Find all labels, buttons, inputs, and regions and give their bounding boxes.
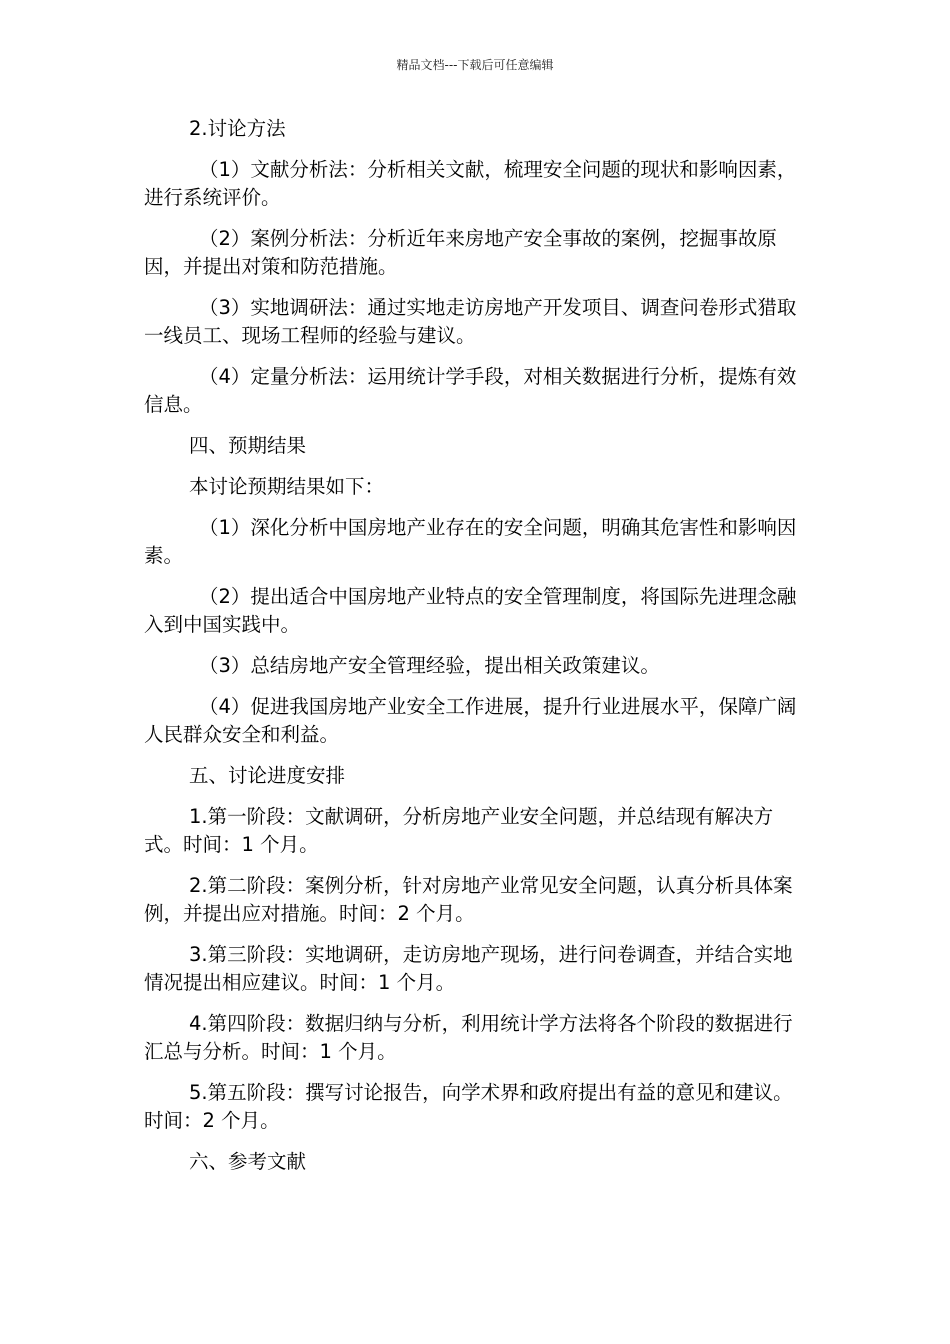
paragraph-stage-1: 1.第一阶段：文献调研，分析房地产业安全问题，并总结现有解决方式。时间：1 个月。 bbox=[144, 805, 774, 856]
paragraph-result-2: （2）提出适合中国房地产业特点的安全管理制度，将国际先进理念融入到中国实践中。 bbox=[144, 585, 797, 636]
section-heading-references: 六、参考文献 bbox=[189, 1150, 307, 1173]
paragraph-result-3: （3）总结房地产安全管理经验，提出相关政策建议。 bbox=[199, 654, 660, 677]
paragraph-literature-analysis: （1）文献分析法：分析相关文献，梳理安全问题的现状和影响因素，进行系统评价。 bbox=[144, 158, 797, 209]
paragraph-case-analysis: （2）案例分析法：分析近年来房地产安全事故的案例，挖掘事故原因，并提出对策和防范措施。 bbox=[144, 227, 777, 278]
page-header: 精品文档---下载后可任意编辑 bbox=[396, 58, 554, 72]
paragraph-result-1: （1）深化分析中国房地产业存在的安全问题，明确其危害性和影响因素。 bbox=[144, 516, 797, 567]
paragraph-result-4: （4）促进我国房地产业安全工作进展，提升行业进展水平，保障广阔人民群众安全和利益。 bbox=[144, 695, 797, 746]
section-heading-methods: 2.讨论方法 bbox=[189, 117, 286, 140]
paragraph-results-intro: 本讨论预期结果如下： bbox=[189, 475, 385, 498]
paragraph-stage-2: 2.第二阶段：案例分析，针对房地产业常见安全问题，认真分析具体案例，并提出应对措施。时间：2 个月。 bbox=[144, 874, 793, 925]
paragraph-quantitative-analysis: （4）定量分析法：运用统计学手段，对相关数据进行分析，提炼有效信息。 bbox=[144, 365, 797, 416]
paragraph-stage-3: 3.第三阶段：实地调研，走访房地产现场，进行问卷调查，并结合实地情况提出相应建议。时间：1 个月。 bbox=[144, 943, 793, 994]
section-heading-schedule: 五、讨论进度安排 bbox=[189, 764, 346, 787]
paragraph-stage-4: 4.第四阶段：数据归纳与分析，利用统计学方法将各个阶段的数据进行汇总与分析。时间：1 个月。 bbox=[144, 1012, 793, 1063]
paragraph-stage-5: 5.第五阶段：撰写讨论报告，向学术界和政府提出有益的意见和建议。时间：2 个月。 bbox=[144, 1081, 793, 1132]
paragraph-field-research: （3）实地调研法：通过实地走访房地产开发项目、调查问卷形式猎取一线员工、现场工程师的经验与建议。 bbox=[144, 296, 797, 347]
section-heading-expected-results: 四、预期结果 bbox=[189, 434, 307, 457]
document-body bbox=[144, 115, 810, 1189]
